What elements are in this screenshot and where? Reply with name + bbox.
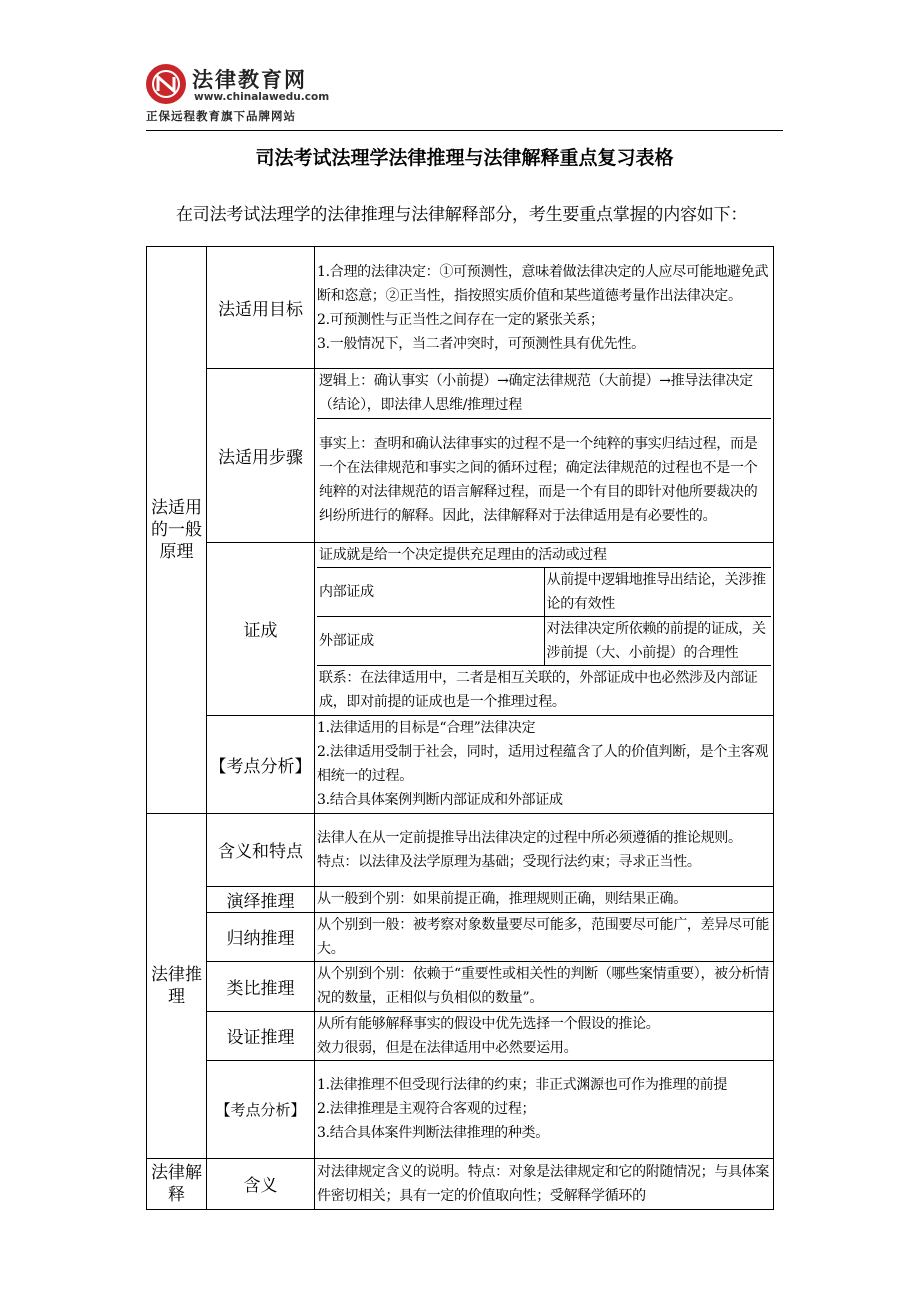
content-line: 1.合理的法律决定：①可预测性，意味着做法律决定的人应尽可能地避免武断和恣意；②正当性，指按照实质价值和某些道德考量作出法律决定。 <box>317 263 769 304</box>
row-content-steps <box>315 369 774 543</box>
table-row <box>147 912 774 961</box>
table-row <box>147 715 774 813</box>
table-row <box>147 961 774 1011</box>
section-label-interpretation: 法律解释 <box>147 1158 207 1209</box>
content-line: 3.结合具体案件判断法律推理的种类。 <box>317 1125 549 1141</box>
logo-name: 法律教育网 <box>192 68 307 92</box>
table-row <box>147 543 774 716</box>
row-label-justification: 证成 <box>207 543 315 716</box>
logo-emblem-icon <box>146 64 186 104</box>
page-title: 司法考试法理学法律推理与法律解释重点复习表格 <box>255 147 674 169</box>
table-row <box>147 1011 774 1060</box>
section-label-application: 法适用的一般原理 <box>147 247 207 814</box>
external-justification-label: 外部证成 <box>317 617 544 666</box>
site-logo[interactable] <box>146 62 346 130</box>
content-line: 3.结合具体案例判断内部证成和外部证成 <box>317 792 563 808</box>
steps-logical: 逻辑上：确认事实（小前提）→确定法律规范（大前提）→推导法律决定（结论），即法律人思维/推理过程 <box>317 369 771 418</box>
internal-justification-label: 内部证成 <box>317 568 544 617</box>
row-content-abductive <box>315 1011 774 1060</box>
table-row <box>147 247 774 369</box>
row-label-analysis-1: 【考点分析】 <box>207 715 315 813</box>
table-row <box>147 1158 774 1209</box>
row-label-objective: 法适用目标 <box>207 247 315 369</box>
content-line: 效力很弱，但是在法律适用中必然要运用。 <box>317 1039 578 1056</box>
table-row <box>147 813 774 886</box>
row-content-meaning: 对法律规定含义的说明。特点：对象是法律规定和它的附随情况；与具体案件密切相关；具有一定的价值取向性；受解释学循环的 <box>315 1158 774 1209</box>
header-divider <box>146 130 783 131</box>
row-content-objective <box>315 247 774 369</box>
steps-factual: 事实上：查明和确认法律事实的过程不是一个纯粹的事实归结过程，而是一个在法律规范和事实之间的循环过程；确定法律规范的过程也不是一个纯粹的对法律规范的语言解释过程，而是一个有目的即针对他所要裁决的纠纷所进行的解释。因此，法律解释对于法律适用是有必要性的。 <box>319 436 758 525</box>
table-row <box>147 886 774 912</box>
row-content-deductive: 从一般到个别：如果前提正确，推理规则正确，则结果正确。 <box>315 886 774 912</box>
table-row <box>147 369 774 543</box>
content-line: 2.法律推理是主观符合客观的过程； <box>317 1101 536 1117</box>
review-table <box>146 246 774 1210</box>
row-label-deductive: 演绎推理 <box>207 886 315 912</box>
row-content-meaning-features <box>315 813 774 886</box>
row-content-justification <box>315 543 774 716</box>
table-row <box>147 1060 774 1158</box>
content-line: 法律人在从一定前提推导出法律决定的过程中所必须遵循的推论规则。 <box>317 829 742 846</box>
row-label-inductive: 归纳推理 <box>207 912 315 961</box>
row-content-analysis-1 <box>315 715 774 813</box>
external-justification-text: 对法律决定所依赖的前提的证成，关涉前提（大、小前提）的合理性 <box>544 617 771 666</box>
row-label-meaning: 含义 <box>207 1158 315 1209</box>
intro-paragraph: 在司法考试法理学的法律推理与法律解释部分，考生要重点掌握的内容如下： <box>176 205 748 225</box>
content-line: 2.法律适用受制于社会，同时，适用过程蕴含了人的价值判断，是个主客观相统一的过程。 <box>317 744 769 784</box>
row-content-analogical: 从个别到个别：依赖于“重要性或相关性的判断（哪些案情重要），被分析情况的数量，正相似与负相似的数量”。 <box>315 961 774 1011</box>
row-label-analogical: 类比推理 <box>207 961 315 1011</box>
row-label-abductive: 设证推理 <box>207 1011 315 1060</box>
content-line: 2.可预测性与正当性之间存在一定的紧张关系； <box>317 311 604 328</box>
logo-url: www.chinalawedu.com <box>194 91 330 103</box>
justification-link: 联系：在法律适用中，二者是相互关联的，外部证成中也必然涉及内部证成，即对前提的证成也是一个推理过程。 <box>319 670 758 711</box>
row-label-analysis-2: 【考点分析】 <box>207 1060 315 1158</box>
section-label-reasoning: 法律推理 <box>147 813 207 1158</box>
content-line: 特点：以法律及法学原理为基础；受现行法约束；寻求正当性。 <box>317 853 701 870</box>
logo-slogan: 正保远程教育旗下品牌网站 <box>146 109 296 123</box>
content-line: 3.一般情况下，当二者冲突时，可预测性具有优先性。 <box>317 335 645 352</box>
row-label-steps: 法适用步骤 <box>207 369 315 543</box>
justification-subtable <box>317 543 771 715</box>
justification-intro: 证成就是给一个决定提供充足理由的活动或过程 <box>317 543 771 568</box>
row-label-meaning-features: 含义和特点 <box>207 813 315 886</box>
content-line: 从所有能够解释事实的假设中优先选择一个假设的推论。 <box>317 1015 660 1032</box>
content-line: 1.法律适用的目标是“合理”法律决定 <box>317 720 536 736</box>
content-line: 1.法律推理不但受现行法律的约束；非正式渊源也可作为推理的前提 <box>317 1077 728 1093</box>
steps-subtable <box>317 369 771 542</box>
row-content-analysis-2 <box>315 1060 774 1158</box>
row-content-inductive: 从个别到一般：被考察对象数量要尽可能多，范围要尽可能广，差异尽可能大。 <box>315 912 774 961</box>
internal-justification-text: 从前提中逻辑地推导出结论，关涉推论的有效性 <box>544 568 771 617</box>
